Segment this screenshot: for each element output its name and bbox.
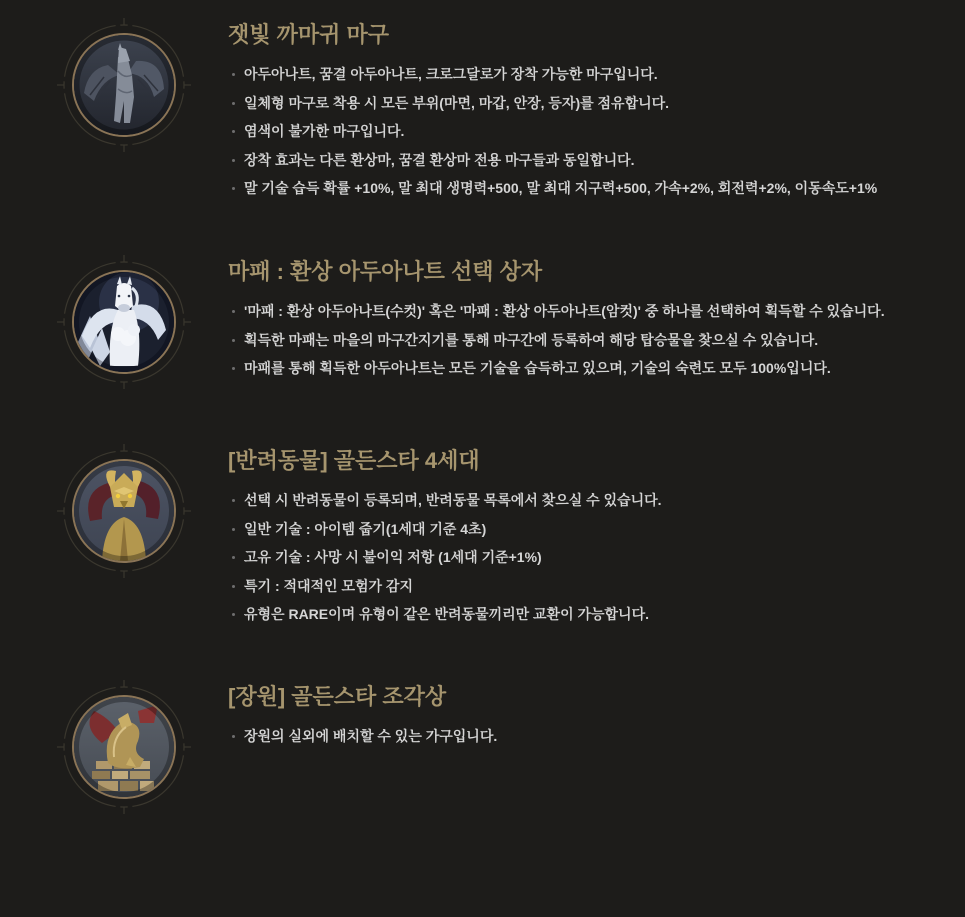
bullet-list bbox=[228, 722, 954, 751]
bullet-item bbox=[228, 486, 954, 515]
section-title: 잿빛 까마귀 마구 bbox=[228, 22, 389, 47]
bullet-text: 유형은 RARE이며 유형이 같은 반려동물끼리만 교환이 가능합니다. bbox=[244, 606, 649, 622]
bullet-text: '마패 : 환상 아두아나트(수컷)' 혹은 '마패 : 환상 아두아나트(암컷)' 중 하나를 선택하여 획득할 수 있습니다. bbox=[244, 303, 885, 319]
bullet-text: 특기 : 적대적인 모험가 감지 bbox=[244, 577, 413, 594]
bullet-item bbox=[228, 60, 954, 89]
bullet-dot-icon bbox=[232, 339, 235, 342]
bullet-dot-icon bbox=[232, 499, 235, 502]
bullet-item bbox=[228, 515, 954, 544]
bullet-dot-icon bbox=[232, 528, 235, 531]
section-content bbox=[228, 441, 960, 622]
icon-art bbox=[72, 33, 176, 137]
bullet-item bbox=[228, 117, 954, 146]
section-ashen-crow-horse-gear bbox=[0, 15, 965, 255]
bullet-text: 고유 기술 : 사망 시 불이익 저항 (1세대 기준+1%) bbox=[244, 549, 542, 565]
section-content bbox=[228, 252, 960, 376]
mythical-arduanatt-horse-emblem-icon bbox=[54, 252, 194, 392]
bullet-list bbox=[228, 486, 954, 629]
bullet-dot-icon bbox=[232, 367, 235, 370]
bullet-text: 마패를 통해 획득한 아두아나트는 모든 기술을 습득하고 있으며, 기술의 숙련도 모두 100%입니다. bbox=[244, 360, 831, 376]
bullet-text: 획득한 마패는 마을의 마구간지기를 통해 마구간에 등록하여 해당 탑승물을 찾으실 수 있습니다. bbox=[244, 331, 819, 348]
bullet-text: 일반 기술 : 아이템 줍기(1세대 기준 4초) bbox=[244, 520, 487, 537]
section-content bbox=[228, 15, 960, 196]
section-title: 마패 : 환상 아두아나트 선택 상자 bbox=[228, 259, 543, 284]
bullet-text: 아두아나트, 꿈결 아두아나트, 크로그달로가 장착 가능한 마구입니다. bbox=[244, 66, 658, 82]
bullet-dot-icon bbox=[232, 613, 235, 616]
bullet-text: 말 기술 습득 확률 +10%, 말 최대 생명력+500, 말 최대 지구력+500, 가속+2%, 회전력+2%, 이동속도+1% bbox=[244, 180, 878, 196]
bullet-item bbox=[228, 354, 954, 383]
icon-art bbox=[72, 459, 176, 563]
ashen-crow-horse-gear-icon bbox=[54, 15, 194, 155]
bullet-list bbox=[228, 60, 954, 203]
icon-art bbox=[72, 270, 176, 374]
bullet-dot-icon bbox=[232, 159, 235, 162]
bullet-text: 장착 효과는 다른 환상마, 꿈결 환상마 전용 마구들과 동일합니다. bbox=[244, 151, 635, 168]
bullet-text: 염색이 불가한 마구입니다. bbox=[244, 123, 405, 139]
bullet-dot-icon bbox=[232, 73, 235, 76]
bullet-item bbox=[228, 174, 954, 203]
bullet-item bbox=[228, 572, 954, 601]
bullet-item bbox=[228, 543, 954, 572]
bullet-text: 일체형 마구로 착용 시 모든 부위(마면, 마갑, 안장, 등자)를 점유합니다. bbox=[244, 94, 670, 111]
section-title: [장원] 골든스타 조각상 bbox=[228, 684, 447, 709]
section-pet-goldenstar-tier4 bbox=[0, 441, 965, 681]
bullet-list bbox=[228, 297, 954, 383]
section-content bbox=[228, 677, 960, 744]
bullet-item bbox=[228, 326, 954, 355]
bullet-dot-icon bbox=[232, 102, 235, 105]
goldenstar-statue-icon bbox=[54, 677, 194, 817]
bullet-item bbox=[228, 600, 954, 629]
bullet-text: 장원의 실외에 배치할 수 있는 가구입니다. bbox=[244, 728, 498, 744]
bullet-text: 선택 시 반려동물이 등록되며, 반려동물 목록에서 찾으실 수 있습니다. bbox=[244, 492, 662, 508]
bullet-dot-icon bbox=[232, 585, 235, 588]
bullet-item bbox=[228, 297, 954, 326]
bullet-dot-icon bbox=[232, 130, 235, 133]
goldenstar-pet-icon bbox=[54, 441, 194, 581]
bullet-item bbox=[228, 89, 954, 118]
bullet-item bbox=[228, 722, 954, 751]
bullet-item bbox=[228, 146, 954, 175]
section-manor-goldenstar-statue bbox=[0, 677, 965, 917]
bullet-dot-icon bbox=[232, 187, 235, 190]
bullet-dot-icon bbox=[232, 556, 235, 559]
bullet-dot-icon bbox=[232, 310, 235, 313]
bullet-dot-icon bbox=[232, 735, 235, 738]
icon-art bbox=[72, 695, 176, 799]
section-title: [반려동물] 골든스타 4세대 bbox=[228, 448, 480, 473]
